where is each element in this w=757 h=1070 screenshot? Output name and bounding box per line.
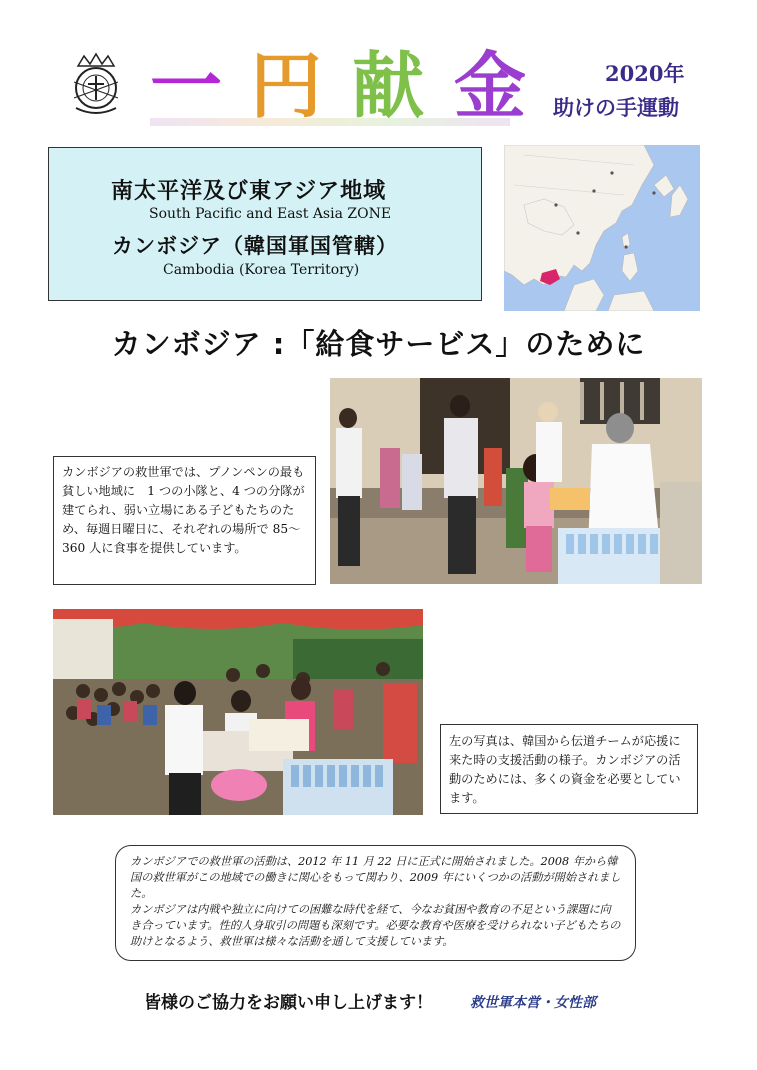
zone-info-box xyxy=(48,147,482,301)
photo-mission-team xyxy=(53,609,423,815)
title-char-4: 金 xyxy=(454,44,527,128)
region-ja: 南太平洋及び東アジア地域 xyxy=(111,178,387,204)
country-ja: カンボジア（韓国軍国管轄） xyxy=(112,233,398,258)
background-note xyxy=(115,845,636,961)
appeal-message: 皆様のご協力をお願い申し上げます！ xyxy=(144,993,433,1013)
note-paragraph-1: カンボジアでの救世軍の活動は、2012 年 11 月 22 日に正式に開始されました。2008 年から韓国の救世軍がこの地域での働きに関心をもって関わり、2009 年にいくつかの活動が開始されました。 xyxy=(130,855,621,900)
country-en: Cambodia (Korea Territory) xyxy=(163,262,360,278)
year-label: 2020年 xyxy=(605,61,685,86)
photo-food-distribution xyxy=(330,378,702,584)
caption-feeding-program: カンボジアの救世軍では、プノンペンの最も貧しい地域に 1 つの小隊と、4 つの分隊が建てられ、弱い立場にある子どもたちのため、毎週日曜日に、それぞれの場所で 85～360 人に食事を提供しています。 xyxy=(53,456,316,585)
title-char-3: 献 xyxy=(352,44,425,128)
campaign-label: 助けの手運動 xyxy=(553,95,679,120)
page-title xyxy=(150,46,550,126)
headline: カンボジア :「給食サービス」のために xyxy=(111,327,646,361)
title-char-1: 一 xyxy=(150,44,223,128)
salvation-army-crest-icon xyxy=(66,52,126,116)
note-paragraph-2: カンボジアは内戦や独立に向けての困難な時代を経て、今なお貧困や教育の不足という課題に向き合っています。性的人身取引の問題も深刻です。必要な教育や医療を受けられない子どもたちの助けとなるよう、救世軍は様々な活動を通して支援しています。 xyxy=(130,903,621,948)
signature: 救世軍本営・女性部 xyxy=(470,995,596,1011)
region-map xyxy=(504,145,700,311)
region-en: South Pacific and East Asia ZONE xyxy=(149,206,392,222)
caption-mission-team: 左の写真は、韓国から伝道チームが応援に来た時の支援活動の様子。カンボジアの活動のためには、多くの資金を必要としています。 xyxy=(440,724,698,814)
title-char-2: 円 xyxy=(250,44,323,128)
